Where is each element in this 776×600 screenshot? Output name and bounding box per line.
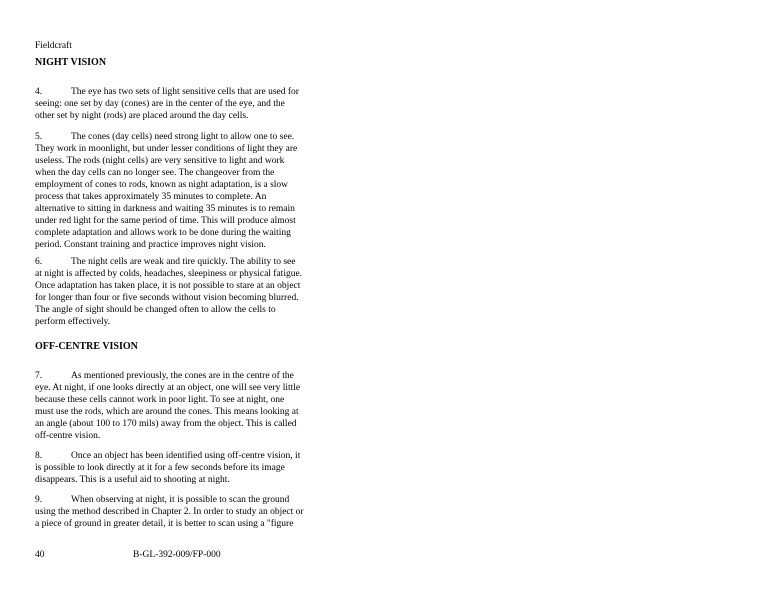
paragraph-line: employment of cones to rods, known as night adaptation, is a slow	[35, 180, 289, 190]
paragraph-line: because these cells cannot work in poor light. To see at night, one	[35, 395, 285, 405]
paragraph-line: Once adaptation has taken place, it is not possible to stare at an object	[35, 281, 301, 291]
paragraph-line: off-centre vision.	[35, 431, 101, 441]
paragraph-line: under red light for the same period of time. This will produce almost	[35, 216, 296, 226]
paragraph-5	[35, 131, 325, 251]
paragraph-line: using the method described in Chapter 2. In order to study an object or	[35, 507, 304, 517]
paragraph-line: an angle (about 100 to 170 mils) away from the object. This is called	[35, 419, 297, 429]
paragraph-number: 4.	[35, 87, 43, 97]
paragraph-9	[35, 494, 325, 530]
paragraph-4	[35, 86, 325, 122]
paragraph-line: period. Constant training and practice improves night vision.	[35, 240, 266, 250]
paragraph-line: for longer than four or five seconds without vision becoming blurred.	[35, 293, 299, 303]
paragraph-line: must use the rods, which are around the cones. This means looking at	[35, 407, 299, 417]
paragraph-line: The cones (day cells) need strong light to allow one to see.	[71, 132, 295, 142]
paragraph-line: They work in moonlight, but under lesser conditions of light they are	[35, 144, 298, 154]
paragraph-line: alternative to sitting in darkness and waiting 35 minutes is to remain	[35, 204, 295, 214]
paragraph-line: when the day cells can no longer see. The changeover from the	[35, 168, 275, 178]
paragraph-line: at night is affected by colds, headaches, sleepiness or physical fatigue.	[35, 269, 303, 279]
paragraph-line: a piece of ground in greater detail, it is better to scan using a "figure	[35, 519, 294, 529]
paragraph-line: seeing: one set by day (cones) are in the center of the eye, and the	[35, 99, 285, 109]
paragraph-line: When observing at night, it is possible to scan the ground	[71, 495, 290, 505]
paragraph-line: complete adaptation and allows work to be done during the waiting	[35, 228, 291, 238]
running-header: Fieldcraft	[35, 41, 72, 51]
paragraph-line: perform effectively.	[35, 317, 111, 327]
page-number: 40	[35, 550, 45, 560]
paragraph-line: process that takes approximately 35 minutes to complete. An	[35, 192, 267, 202]
paragraph-line: As mentioned previously, the cones are in the centre of the	[71, 371, 294, 381]
paragraph-line: useless. The rods (night cells) are very sensitive to light and work	[35, 156, 285, 166]
paragraph-line: Once an object has been identified using off-centre vision, it	[71, 451, 301, 461]
document-id: B-GL-392-009/FP-000	[133, 550, 221, 560]
section-heading-off-centre-vision: OFF-CENTRE VISION	[35, 341, 138, 352]
paragraph-line: The angle of sight should be changed often to allow the cells to	[35, 305, 276, 315]
section-heading-night-vision: NIGHT VISION	[35, 57, 107, 68]
paragraph-line: is possible to look directly at it for a few seconds before its image	[35, 463, 285, 473]
paragraph-line: disappears. This is a useful aid to shooting at night.	[35, 475, 230, 485]
paragraph-line: The night cells are weak and tire quickly. The ability to see	[71, 257, 296, 267]
paragraph-number: 8.	[35, 451, 43, 461]
paragraph-line: eye. At night, if one looks directly at an object, one will see very little	[35, 383, 301, 393]
paragraph-line: other set by night (rods) are placed around the day cells.	[35, 111, 249, 121]
paragraph-7	[35, 370, 325, 442]
paragraph-number: 9.	[35, 495, 43, 505]
paragraph-number: 7.	[35, 371, 43, 381]
paragraph-6	[35, 256, 325, 328]
paragraph-number: 5.	[35, 132, 43, 142]
paragraph-line: The eye has two sets of light sensitive cells that are used for	[71, 87, 299, 97]
paragraph-number: 6.	[35, 257, 43, 267]
paragraph-8	[35, 450, 325, 486]
